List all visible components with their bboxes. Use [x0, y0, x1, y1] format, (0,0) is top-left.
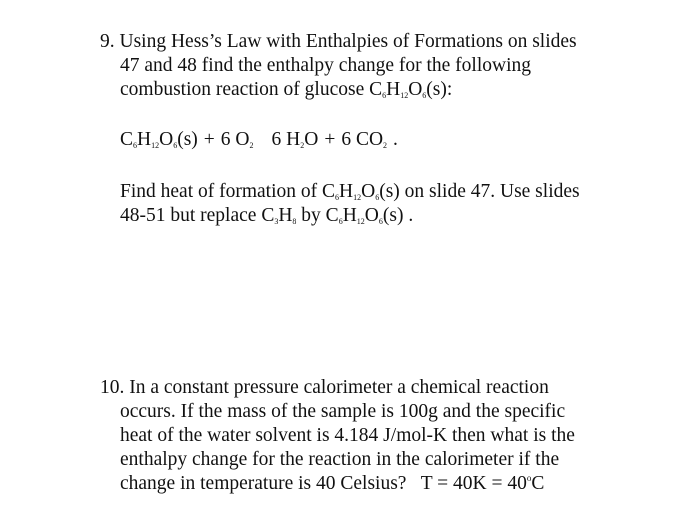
q9-line-3-prefix: combustion reaction of glucose C — [120, 79, 383, 100]
element-symbol: H — [386, 79, 401, 100]
subscript: 8 — [292, 217, 297, 226]
element-symbol: O — [361, 181, 376, 202]
period: . — [393, 129, 398, 150]
oxygen-term: 6 O — [220, 129, 250, 150]
subscript: 3 — [274, 217, 279, 226]
subscript: 12 — [353, 193, 362, 202]
element-symbol: H — [278, 205, 293, 226]
subscript: 6 — [173, 141, 178, 150]
q9-line-2: 47 and 48 find the enthalpy change for the following — [120, 55, 532, 76]
q10-line-2: occurs. If the mass of the sample is 100g and the specific — [120, 401, 566, 422]
q9-line-3-suffix: (s): — [426, 79, 453, 100]
subscript: 12 — [400, 91, 409, 100]
element-symbol: H — [137, 129, 152, 150]
state-label: (s) — [177, 129, 198, 150]
water-term: 6 H — [271, 129, 301, 150]
subscript: 2 — [300, 141, 305, 150]
element-symbol: C — [120, 129, 134, 150]
subscript: 12 — [356, 217, 365, 226]
element-symbol: O — [408, 79, 423, 100]
element-symbol: H — [339, 181, 354, 202]
q9-replace-line — [120, 204, 413, 228]
subscript: 6 — [422, 91, 427, 100]
element-symbol: O — [159, 129, 174, 150]
subscript: 6 — [375, 193, 380, 202]
q9-line-1: 9. Using Hess’s Law with Enthalpies of Formations on slides — [100, 31, 577, 52]
q10-line-5-text: change in temperature is 40 Celsius? T = 40K = 40 — [120, 473, 527, 494]
subscript: 2 — [383, 141, 388, 150]
subscript: 6 — [338, 217, 343, 226]
subscript: 6 — [378, 217, 383, 226]
q9-line-3 — [120, 78, 452, 102]
subscript: 6 — [335, 193, 340, 202]
element-symbol: H — [342, 205, 357, 226]
q10-line-3: heat of the water solvent is 4.184 J/mol-K then what is the — [120, 425, 575, 446]
carbon-dioxide-term: 6 CO — [341, 129, 384, 150]
subscript: 12 — [151, 141, 160, 150]
q10-line-1: 10. In a constant pressure calorimeter a chemical reaction — [100, 377, 549, 398]
q10-line-4: enthalpy change for the reaction in the calorimeter if the — [120, 449, 560, 470]
q9-replace-prefix: 48-51 but replace C — [120, 205, 275, 226]
degree-symbol: o — [526, 473, 532, 483]
plus-sign: + — [203, 129, 215, 150]
element-symbol: O — [364, 205, 379, 226]
subscript: 6 — [382, 91, 387, 100]
celsius-unit: C — [531, 473, 545, 494]
q9-replace-mid: by C — [296, 205, 339, 226]
q9-find-prefix: Find heat of formation of C — [120, 181, 336, 202]
plus-sign: + — [324, 129, 336, 150]
q9-find-line — [120, 180, 580, 204]
combustion-equation — [120, 128, 398, 152]
q9-find-suffix: (s) on slide 47. Use slides — [379, 181, 580, 202]
subscript: 6 — [133, 141, 138, 150]
element-symbol: O — [304, 129, 319, 150]
q10-line-5 — [120, 472, 544, 496]
q9-replace-suffix: (s) . — [382, 205, 414, 226]
subscript: 2 — [249, 141, 254, 150]
